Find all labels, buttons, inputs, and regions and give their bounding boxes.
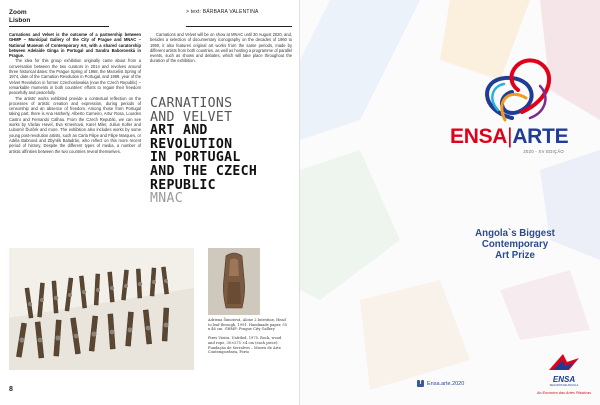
- artwork-photo-sculpture: [208, 248, 260, 315]
- right-page-advertisement: [300, 0, 600, 405]
- article-column-2: [150, 32, 292, 64]
- facebook-icon: f: [417, 380, 424, 387]
- title-line: REVOLUTION: [150, 136, 233, 152]
- prize-line: Art Prize: [495, 250, 535, 261]
- prize-line: Contemporary: [481, 239, 549, 250]
- photo-captions: [208, 318, 288, 359]
- ensa-brand: [532, 352, 596, 395]
- section-title: Zoom: [9, 9, 27, 16]
- facebook-link[interactable]: [417, 380, 464, 387]
- artwork-photo-installation: [9, 248, 194, 370]
- body-paragraph: The artists' works exhibited provide a contextual reflection on the processes of artistic creation and expression, during periods of censorship and an absence of freedom. Among those from Portugal taking part, there is Ana Hatherly, Alberto Carneiro, Artur Rosa, Lourdes Castro and Fernando Calhau. From the Czech Republic, we can see works by Václav Havel, Eva Kmentová, Karel Miler, Julius Koller and Lubomír Ďurček and more. The exhibition also includes works by some young post-revolution artists, such as Carla Filipe and Filipe Marques, or Adéla Babnová and Zbyněk Baladrán, who reflect on this more recent period of history. Despite the different types of media, a number of artistic affinities between the two countries reveal themselves.: [9, 95, 141, 154]
- title-line: AND VELVET: [150, 109, 233, 125]
- title-line: CARNATIONS: [150, 96, 233, 111]
- logo-divider: |: [507, 125, 513, 148]
- lead-paragraph: Carnations and Velvet is the outcome of a partnership between GHMP – Municipal Gallery of the City of Prague and MNAC – National Museum of Contemporary Art, with a shared curatorship between Adelaide Ginga in Portugal and Sandra Baborovská in Prague.: [9, 32, 141, 59]
- title-line: IN PORTUGAL: [150, 150, 241, 166]
- credit-rule: [186, 26, 292, 27]
- prize-line: Angola`s Biggest: [475, 228, 555, 239]
- article-column-1: [9, 32, 141, 154]
- title-line: ART AND: [150, 123, 208, 139]
- facebook-handle: Ensa.arte.2020: [427, 380, 465, 387]
- ensa-logo-icon: [547, 352, 581, 372]
- section-header: [9, 9, 30, 25]
- wood-pieces-illustration: [9, 248, 194, 370]
- title-line: AND THE CZECH: [150, 163, 258, 179]
- brand-tagline: Ao Encontro das Artes Plásticas: [536, 391, 592, 395]
- page-number: 8: [9, 386, 13, 393]
- paper-head-illustration: [208, 248, 260, 315]
- brand-name: ENSA: [552, 375, 576, 384]
- body-paragraph: The idea for this group exhibition originally came about from a conversation between the two curators in 2014 and revolves around three historical dates: the Prague Spring of 1968, the Marcelist Spring of 1974, date of the Carnation Revolution in Portugal, and 1989, year of the Velvet Revolution in former Czechoslovakia (now the Czech Republic) – remarkable moments in both countries' efforts to regain their freedom peacefully and peacefully.: [9, 58, 141, 96]
- logo-arte: ARTE: [512, 125, 569, 148]
- ensa-arte-logo: [450, 125, 568, 154]
- article-title: [150, 97, 295, 206]
- logo-wordmark: [450, 125, 568, 149]
- caption-installation: Pires Vieira. Untitled, 1975. Rock, wood and rope, 30×275 ×4 cm (each piece). Fundação de Serralves – Museu de Arte Contemporânea, Porto: [208, 336, 282, 355]
- ensa-arte-emblem: [300, 0, 600, 405]
- author-credit: > text: BÁRBARA VALENTINA: [186, 9, 259, 15]
- brand-subtitle: SEGUROS DE ANGOLA: [549, 384, 579, 387]
- logo-ensa: ENSA: [450, 125, 508, 148]
- section-subtitle: Lisbon: [9, 17, 31, 24]
- title-venue: MNAC: [150, 191, 183, 207]
- body-paragraph: Carnations and Velvet will be on show at MNAC until 30 August 2020, and, besides a selection of documentary iconography on the decades of 1960 to 1990, it also features original art works from the same periods, made by different artists from both countries, as well as hosting a programme of parallel events, such as shows and debates, which will take place throughout the duration of the exhibition.: [150, 32, 292, 64]
- title-line: REPUBLIC: [150, 177, 216, 193]
- prize-headline: [440, 228, 590, 261]
- logo-edition: 2020 - XV EDIÇÃO: [523, 149, 564, 154]
- caption-sculpture: Adriena Šimotová, Alone 2 Intestine, Head to leaf through, 1991. Handmade paper, 55 x 46 cm. GHMP: Prague City Gallery: [208, 318, 287, 332]
- header-rule: [9, 26, 109, 27]
